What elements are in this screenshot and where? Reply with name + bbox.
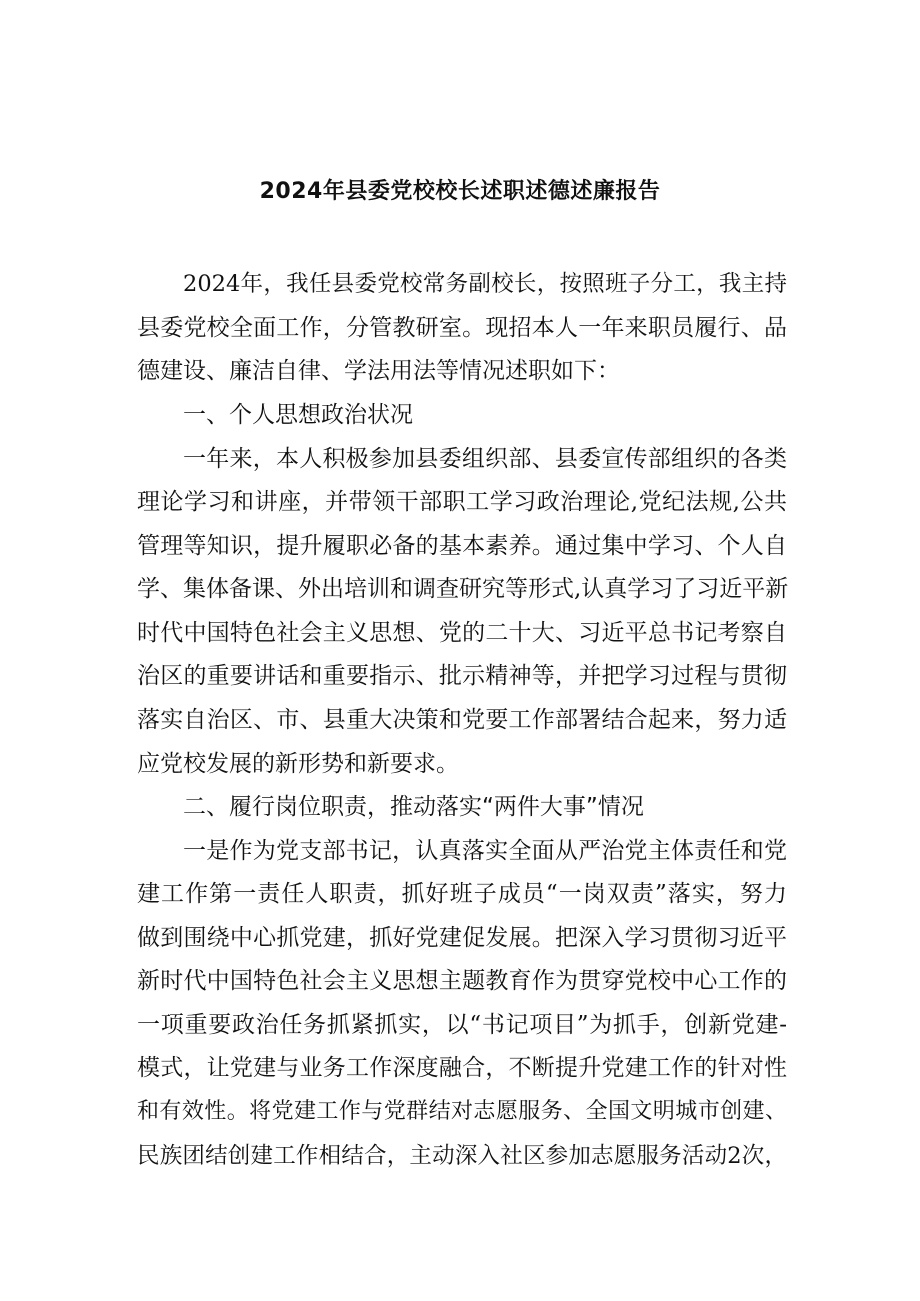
paragraph-line: 治区的重要讲话和重要指示、批示精神等，并把学习过程与贯彻 — [137, 663, 787, 689]
paragraph-line: 管理等知识，提升履职必备的基本素养。通过集中学习、个人自 — [137, 533, 787, 559]
paragraph-line: 新时代中国特色社会主义思想主题教育作为贯穿党校中心工作的 — [137, 968, 787, 994]
paragraph-line: 2024年，我任县委党校常务副校长，按照班子分工，我主持 — [183, 271, 787, 297]
paragraph-line: 应党校发展的新形势和新要求。 — [137, 751, 459, 777]
document-title: 2024年县委党校校长述职述德述廉报告 — [259, 179, 661, 204]
paragraph-line: 建工作第一责任人职责，抓好班子成员“一岗双责”落实，努力 — [137, 881, 787, 907]
paragraph-line: 县委党校全面工作，分管教研室。现招本人一年来职员履行、品 — [137, 315, 787, 341]
paragraph-line: 做到围绕中心抓党建，抓好党建促发展。把深入学习贯彻习近平 — [137, 925, 787, 951]
paragraph-line: 时代中国特色社会主义思想、党的二十大、习近平总书记考察自 — [137, 620, 787, 646]
paragraph-line: 落实自治区、市、县重大决策和党要工作部署结合起来，努力适 — [137, 707, 787, 733]
paragraph-line: 理论学习和讲座，并带领干部职工学习政治理论,党纪法规,公共 — [137, 489, 787, 515]
section-heading: 一、个人思想政治状况 — [183, 402, 413, 428]
paragraph-line: 和有效性。将党建工作与党群结对志愿服务、全国文明城市创建、 — [137, 1099, 787, 1124]
paragraph-line: 一年来，本人积极参加县委组织部、县委宣传部组织的各类 — [183, 446, 787, 472]
paragraph-line: 模式，让党建与业务工作深度融合，不断提升党建工作的针对性 — [137, 1055, 787, 1081]
paragraph-line: 一是作为党支部书记，认真落实全面从严治党主体责任和党 — [183, 838, 787, 864]
paragraph-line: 一项重要政治任务抓紧抓实，以“书记项目”为抓手，创新党建- — [137, 1012, 787, 1038]
paragraph-line: 学、集体备课、外出培训和调查研究等形式,认真学习了习近平新 — [137, 576, 789, 602]
paragraph-line: 德建设、廉洁自律、学法用法等情况述职如下： — [137, 358, 620, 384]
section-heading: 二、履行岗位职责，推动落实“两件大事”情况 — [183, 794, 644, 820]
paragraph-line: 民族团结创建工作相结合，主动深入社区参加志愿服务活动2次， — [137, 1143, 787, 1169]
